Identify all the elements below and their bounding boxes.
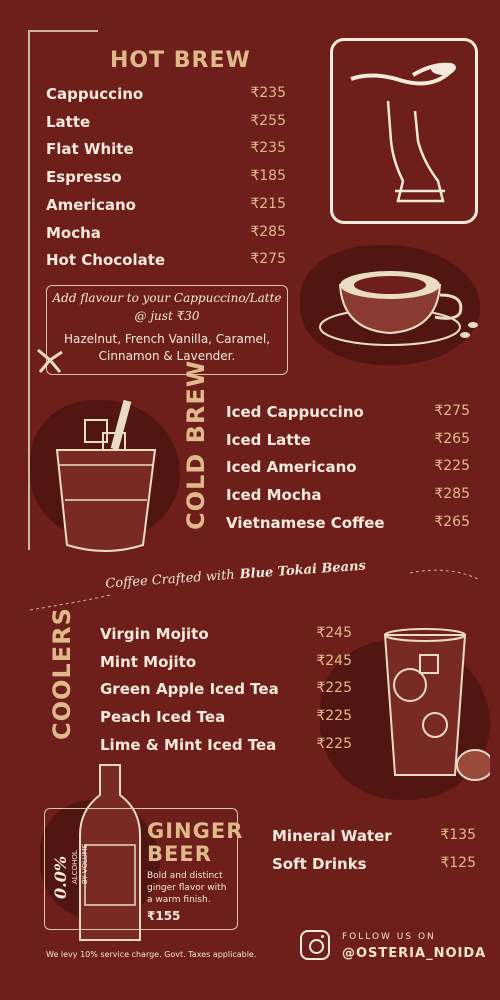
coolers-item-price: ₹225 [316, 735, 352, 752]
ginger-beer-price: ₹155 [147, 909, 181, 923]
abv-label: ALCOHOL [71, 850, 79, 884]
hot_brew-item-name: Americano [46, 195, 136, 214]
coolers-item [100, 708, 352, 726]
coolers-item [100, 625, 352, 643]
abv-value: 0.0% [51, 855, 70, 899]
hand-spoon-icon [333, 41, 475, 221]
extras-item [272, 827, 476, 845]
frame-line [28, 30, 98, 32]
coolers-item-name: Virgin Mojito [100, 625, 209, 643]
cold_brew-item [226, 458, 470, 476]
coolers-item-name: Green Apple Iced Tea [100, 680, 279, 699]
ginger-beer-title: BEER [147, 842, 212, 866]
coolers-title: COOLERS [48, 607, 76, 740]
coolers-item-price: ₹225 [316, 680, 352, 697]
instagram-icon[interactable] [300, 930, 330, 960]
hot_brew-item-price: ₹215 [250, 195, 286, 212]
ginger-beer-desc: ginger flavor with [147, 883, 227, 893]
flower-icon [30, 340, 70, 380]
cold_brew-item-name: Vietnamese Coffee [226, 513, 385, 532]
cold_brew-item-name: Iced Americano [226, 458, 357, 477]
logo-box [330, 38, 478, 224]
ginger-beer-box [44, 808, 244, 930]
tagline-brand: Blue Tokai Beans [239, 558, 367, 583]
coolers-item-price: ₹245 [316, 652, 352, 669]
cold_brew-item-price: ₹265 [434, 430, 470, 447]
hot_brew-item [46, 196, 286, 214]
hot_brew-item-name: Espresso [46, 168, 122, 187]
hot_brew-item-name: Latte [46, 112, 91, 131]
coolers-item-name: Lime & Mint Iced Tea [100, 735, 277, 754]
coolers-item [100, 736, 352, 754]
hot_brew-item [46, 251, 286, 269]
hot_brew-item-name: Flat White [46, 140, 134, 159]
coolers-item-name: Mint Mojito [100, 652, 197, 671]
abv-label: BY VOLUME [81, 843, 89, 884]
coolers-item [100, 653, 352, 671]
hot_brew-item-price: ₹255 [250, 112, 286, 129]
cold_brew-item-price: ₹225 [434, 458, 470, 475]
cold_brew-item [226, 514, 470, 532]
decorative-wave [30, 555, 480, 615]
coolers-item [100, 680, 352, 698]
flavour-list: Hazelnut, French Vanilla, Caramel, [63, 332, 271, 346]
hot_brew-item-price: ₹235 [250, 140, 286, 157]
ginger-beer-title: GINGER [147, 819, 244, 843]
extras-item [272, 855, 476, 873]
service-charge-note: We levy 10% service charge. Govt. Taxes applicable. [46, 950, 257, 959]
ginger-beer-desc: a warm finish. [147, 895, 211, 905]
ginger-beer-desc: Bold and distinct [147, 871, 223, 881]
instagram-handle[interactable]: @OSTERIA_NOIDA [342, 946, 487, 961]
frame-line [28, 30, 30, 550]
hot_brew-item-name: Cappuccino [46, 85, 144, 103]
follow-label: FOLLOW US ON [342, 932, 436, 942]
coolers-item-name: Peach Iced Tea [100, 708, 226, 727]
flavour-box [46, 285, 288, 375]
cold_brew-item-name: Iced Latte [226, 430, 311, 449]
cold_brew-item [226, 403, 470, 421]
hot_brew-item [46, 85, 286, 103]
extras-item-price: ₹125 [440, 854, 476, 871]
hot_brew-item [46, 140, 286, 158]
cold_brew-item [226, 431, 470, 449]
hot_brew-item-name: Hot Chocolate [46, 251, 166, 270]
hot_brew-item-price: ₹285 [250, 223, 286, 240]
extras-item-name: Soft Drinks [272, 854, 367, 873]
cold-brew-title: COLD BREW [182, 359, 210, 530]
cold_brew-item-price: ₹285 [434, 486, 470, 503]
hot_brew-item-name: Mocha [46, 223, 101, 242]
hot_brew-item [46, 113, 286, 131]
flavour-list: Cinnamon & Lavender. [98, 349, 236, 363]
flavour-price: @ just ₹30 [134, 309, 200, 323]
hot_brew-item [46, 224, 286, 242]
coolers-item-price: ₹245 [316, 625, 352, 641]
extras-item-price: ₹135 [440, 827, 476, 843]
cold_brew-item [226, 486, 470, 504]
cold_brew-item-price: ₹275 [434, 403, 470, 419]
iced-coffee-glass-icon [45, 395, 170, 560]
cold_brew-item-price: ₹265 [434, 513, 470, 530]
hot_brew-item-price: ₹185 [250, 168, 286, 185]
cold_brew-item-name: Iced Cappuccino [226, 403, 364, 421]
flavour-heading: Add flavour to your Cappuccino/Latte [52, 291, 282, 305]
extras-item-name: Mineral Water [272, 827, 392, 845]
cooler-glass-icon [365, 615, 490, 790]
hot_brew-item [46, 168, 286, 186]
cold_brew-item-name: Iced Mocha [226, 486, 322, 505]
hot_brew-item-price: ₹275 [250, 251, 286, 268]
coolers-item-price: ₹225 [316, 708, 352, 725]
hot_brew-item-price: ₹235 [250, 85, 286, 101]
tagline-prefix: Coffee Crafted with [104, 567, 236, 592]
hot-brew-title: HOT BREW [110, 48, 251, 73]
coffee-cup-icon [315, 255, 485, 350]
